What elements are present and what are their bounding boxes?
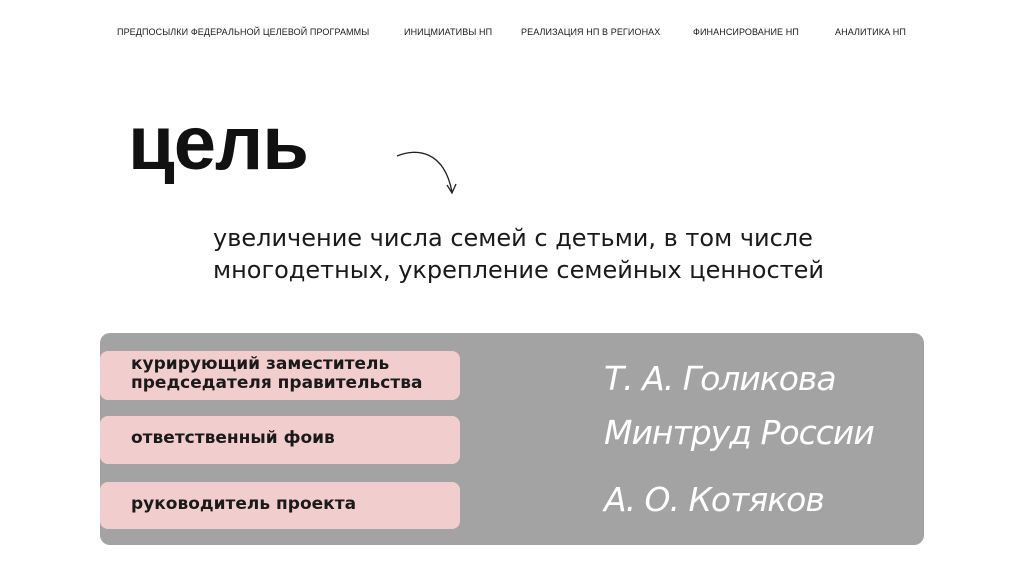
role-label-line: ответственный фоив [131,428,335,448]
role-label-line: руководитель проекта [131,494,357,514]
goal-line-2: многодетных, укрепление семейных ценностей [213,256,825,284]
nav-item-analytics[interactable]: АНАЛИТИКА НП [835,27,906,37]
nav-item-initiatives[interactable]: ИНИЦМИАТИВЫ НП [404,27,493,37]
curved-arrow-icon [394,148,460,198]
role-value-project-head: А. О. Котяков [604,480,824,519]
nav-item-regions[interactable]: РЕАЛИЗАЦИЯ НП В РЕГИОНАХ [521,27,661,37]
role-label-responsible [100,416,460,464]
nav-item-background[interactable]: ПРЕДПОСЫЛКИ ФЕДЕРАЛЬНОЙ ЦЕЛЕВОЙ ПРОГРАММЫ [117,27,370,37]
role-value-responsible: Минтруд России [604,413,874,452]
role-value-curator: Т. А. Голикова [604,359,836,398]
role-label-project-head [100,482,460,529]
goal-line-1: увеличение числа семей с детьми, в том числе [213,224,813,252]
role-label-line: председателя правительства [131,373,423,393]
top-navigation [0,27,1024,41]
page-title: цель [128,101,308,186]
goal-text [213,222,913,286]
role-label-line: курирующий заместитель [131,354,390,374]
nav-item-financing[interactable]: ФИНАНСИРОВАНИЕ НП [693,27,799,37]
role-label-curator [100,351,460,400]
